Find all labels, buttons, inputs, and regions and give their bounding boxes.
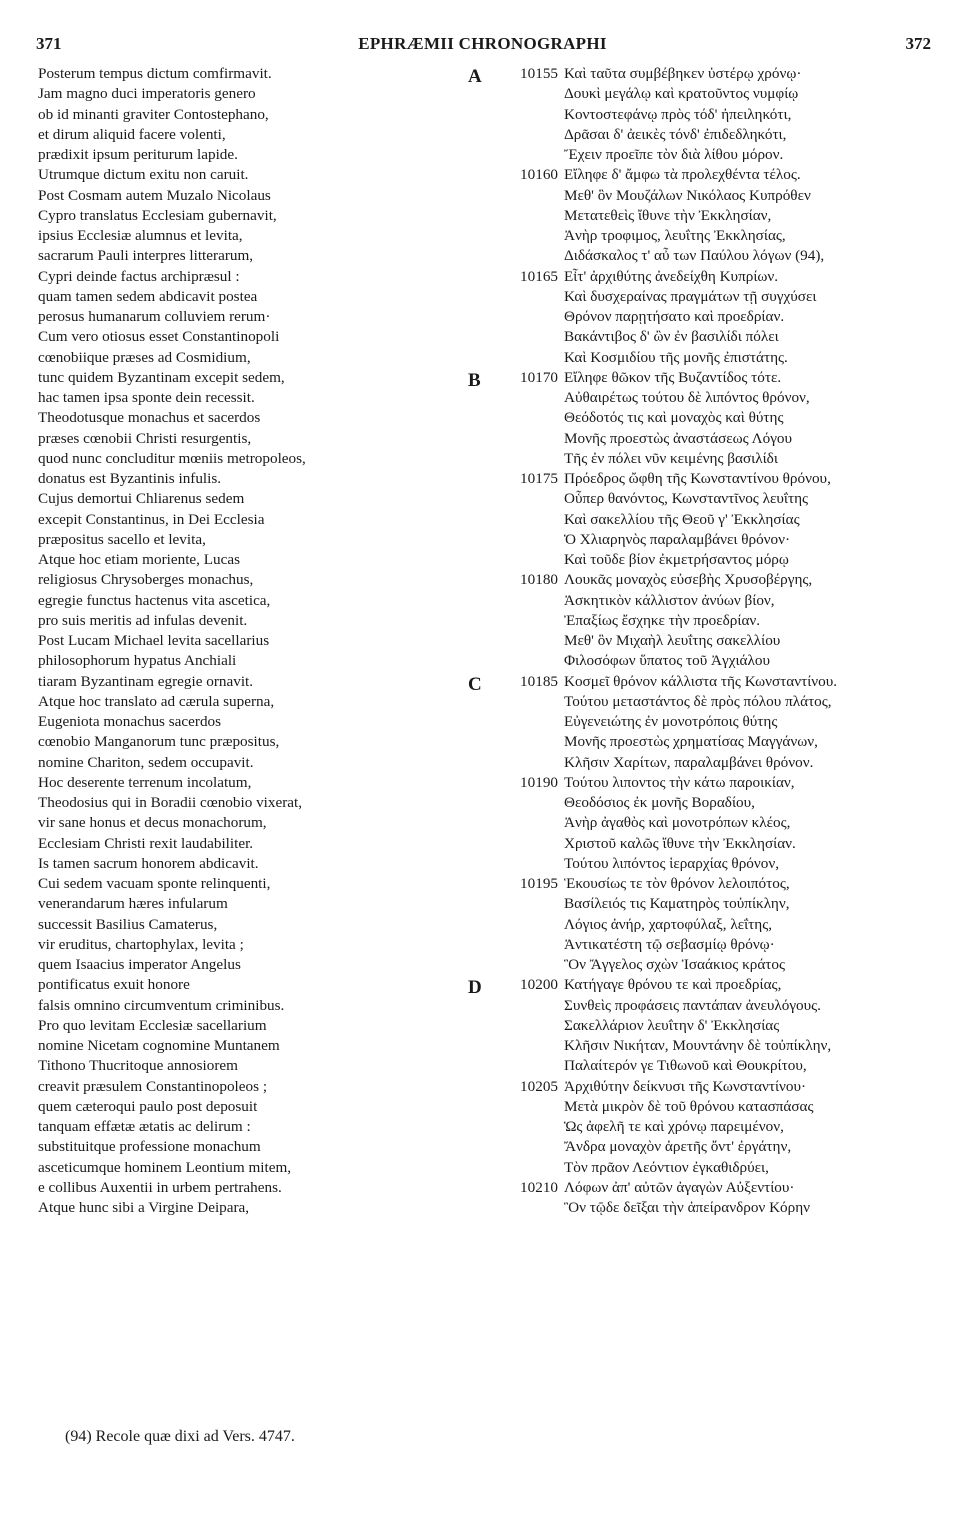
greek-line	[488, 1016, 928, 1036]
greek-text: Πρόεδρος ὤφθη τῆς Κωνσταντίνου θρόνου,	[564, 470, 831, 487]
greek-line	[488, 1097, 928, 1117]
greek-line	[488, 935, 928, 955]
greek-text: Χριστοῦ καλῶς ἴθυνε τὴν Ἐκκλησίαν.	[564, 834, 796, 852]
latin-line: successit Basilius Camaterus,	[38, 915, 218, 933]
latin-line: donatus est Byzantinis infulis.	[38, 470, 222, 487]
latin-line: pontificatus exuit honore	[38, 976, 190, 994]
section-marker: D	[468, 977, 482, 999]
latin-line: Hoc deserente terrenum incolatum,	[38, 773, 252, 791]
greek-line	[488, 793, 928, 813]
latin-line: nomine Chariton, sedem occupavit.	[38, 753, 254, 771]
greek-line	[488, 915, 928, 935]
latin-line: Tithono Thucritoque annosiorem	[38, 1057, 238, 1075]
greek-line	[488, 732, 928, 752]
greek-line	[488, 611, 928, 631]
greek-text: Εἴληφε δ' ἄμφω τὰ προλεχθέντα τέλος.	[564, 166, 801, 184]
latin-line: Post Cosmam autem Muzalo Nicolaus	[38, 186, 271, 204]
greek-line	[488, 834, 928, 854]
greek-text: Διδάσκαλος τ' αὖ των Παύλου λόγων (94),	[564, 247, 825, 265]
latin-line: Cypro translatus Ecclesiam gubernavit,	[38, 206, 277, 224]
latin-line: tanquam effætæ ætatis ac delirum :	[38, 1118, 251, 1135]
latin-line: Atque hoc translato ad cærula superna,	[38, 692, 275, 710]
latin-line: Is tamen sacrum honorem abdicavit.	[38, 854, 259, 872]
greek-line	[468, 975, 928, 999]
greek-line	[488, 510, 928, 530]
greek-line	[488, 854, 928, 874]
greek-line	[488, 246, 928, 266]
latin-line: Cypri deinde factus archipræsul :	[38, 267, 240, 285]
latin-line: vir eruditus, chartophylax, levita ;	[38, 935, 244, 953]
greek-line	[468, 672, 928, 695]
greek-text: Ὁ Χλιαρηνὸς παραλαμβάνει θρόνον·	[564, 530, 791, 548]
greek-line	[488, 570, 928, 590]
greek-text: Βακάντιβος δ' ὢν ἐν βασιλίδι πόλει	[564, 328, 779, 346]
greek-text: Λόγιος ἀνήρ, χαρτοφύλαξ, λεΐτης,	[564, 915, 773, 933]
greek-text: Ἀσκητικὸν κάλλιστον ἀνύων βίον,	[564, 591, 775, 609]
greek-text: Καὶ ταῦτα συμβέβηκεν ὑστέρῳ χρόνῳ·	[564, 65, 802, 82]
greek-text: Καὶ σακελλίου τῆς Θεοῦ γ' Ἐκκλησίας	[564, 510, 800, 528]
greek-line	[488, 1178, 928, 1198]
latin-line: falsis omnino circumventum criminibus.	[38, 996, 285, 1014]
latin-line: quod nunc concluditur mœniis metropoleos,	[38, 449, 306, 467]
latin-line: venerandarum hæres infularum	[38, 895, 228, 913]
latin-line: Cujus demortui Chliarenus sedem	[38, 490, 245, 508]
greek-text: Οὗπερ θανόντος, Κωνσταντῖνος λευΐτης	[564, 490, 809, 508]
greek-text: Μεθ' ὃν Μουζάλων Νικόλαος Κυπρόθεν	[564, 186, 811, 204]
latin-line: præses cœnobii Christi resurgentis,	[38, 429, 252, 447]
greek-line	[488, 125, 928, 145]
greek-line	[488, 651, 928, 671]
greek-text: Ἐπαξίως ἔσχηκε τὴν προεδρίαν.	[564, 611, 761, 629]
verse-number: 10185	[520, 672, 558, 690]
latin-line: vir sane honus et decus monachorum,	[38, 814, 267, 832]
greek-text: Ἀρχιθύτην δείκνυσι τῆς Κωνσταντίνου·	[564, 1077, 807, 1095]
latin-line: philosophorum hypatus Anchiali	[38, 652, 237, 670]
greek-text: Μεθ' ὃν Μιχαὴλ λευΐτης σακελλίου	[564, 632, 781, 649]
greek-text: Καὶ τοῦδε βίον ἐκμετρήσαντος μόρῳ	[564, 551, 789, 568]
greek-line	[488, 712, 928, 732]
greek-line	[488, 753, 928, 773]
greek-text: Ἔχειν προεῖπε τὸν διὰ λίθου μόρον.	[564, 146, 784, 163]
latin-line: Cui sedem vacuam sponte relinquenti,	[38, 875, 271, 892]
latin-line: sacrarum Pauli interpres litterarum,	[38, 247, 254, 265]
running-title: EPHRÆMII CHRONOGRAPHI	[358, 34, 607, 53]
greek-text: Θρόνον παρῃτήσατο καὶ προεδρίαν.	[564, 308, 785, 325]
greek-text: Τούτου λιπόντος ἱεραρχίας θρόνον,	[564, 854, 780, 872]
greek-line	[488, 429, 928, 449]
greek-text: Ὃν τῷδε δεῖξαι τὴν ἀπείρανδρον Κόρην	[564, 1199, 811, 1216]
latin-line: tiaram Byzantinam egregie ornavit.	[38, 672, 254, 690]
greek-line	[488, 408, 928, 428]
greek-text: Φιλοσόφων ὕπατος τοῦ Ἀγχιάλου	[564, 652, 770, 670]
greek-text: Εὐγενειώτης ἐν μονοτρόποις θύτης	[564, 713, 778, 730]
greek-line	[488, 489, 928, 509]
latin-column	[38, 64, 458, 1218]
greek-text: Ἀντικατέστη τῷ σεβασμίῳ θρόνῳ·	[564, 935, 775, 953]
greek-line	[488, 145, 928, 165]
latin-line: nomine Nicetam cognomine Muntanem	[38, 1037, 280, 1054]
latin-line: egregie functus hactenus vita ascetica,	[38, 591, 271, 609]
verse-number: 10155	[520, 65, 558, 82]
page-number-left: 371	[36, 34, 62, 53]
greek-line	[488, 874, 928, 894]
greek-text: Τὸν πρᾶον Λεόντιον ἐγκαθιδρύει,	[564, 1158, 769, 1176]
greek-line	[488, 692, 928, 712]
verse-number: 10190	[520, 773, 558, 791]
latin-line: Atque hoc etiam moriente, Lucas	[38, 551, 241, 568]
greek-text: Κοσμεῖ θρόνον κάλλιστα τῆς Κωνσταντίνου.	[564, 672, 838, 690]
latin-line: quem cæteroqui paulo post deposuit	[38, 1097, 258, 1115]
greek-text: Ἄνδρα μοναχὸν ἀρετῆς ὄντ' ἐργάτην,	[564, 1138, 792, 1156]
greek-text: Εἶτ' ἀρχιθύτης ἀνεδείχθη Κυπρίων.	[564, 267, 779, 285]
greek-line	[488, 206, 928, 226]
greek-text: Συνθεὶς προφάσεις παντάπαν ἀνευλόγους.	[564, 996, 821, 1014]
latin-line: præpositus sacello et levita,	[38, 530, 206, 548]
latin-line: Atque hunc sibi a Virgine Deipara,	[38, 1199, 250, 1216]
greek-text: Δρᾶσαι δ' ἀεικὲς τόνδ' ἐπιδεδληκότι,	[564, 125, 787, 143]
latin-line: excepit Constantinus, in Dei Ecclesia	[38, 510, 265, 528]
greek-line	[488, 348, 928, 368]
latin-line: asceticumque hominem Leontium mitem,	[38, 1158, 292, 1176]
greek-line	[468, 64, 928, 87]
greek-text: Λουκᾶς μοναχὸς εὐσεβὴς Χρυσοβέργης,	[564, 571, 813, 589]
greek-text: Κλῆσιν Χαρίτων, παραλαμβάνει θρόνον.	[564, 753, 814, 771]
latin-line: cœnobiique præses ad Cosmidium,	[38, 348, 251, 366]
verse-number: 10160	[520, 166, 558, 184]
latin-line: ipsius Ecclesiæ alumnus et levita,	[38, 227, 243, 244]
greek-text: Ὡς ἀφελῆ τε καὶ χρόνῳ παρειμένον,	[564, 1118, 784, 1135]
greek-line	[488, 996, 928, 1016]
greek-line	[488, 84, 928, 104]
greek-text: Σακελλάριον λευΐτην δ' Ἐκκλησίας	[564, 1016, 780, 1034]
latin-line: substituitque professione monachum	[38, 1138, 261, 1156]
latin-line: Jam magno duci imperatoris genero	[38, 85, 256, 103]
greek-line	[488, 1056, 928, 1076]
latin-line: quem Isaacius imperator Angelus	[38, 956, 241, 973]
verse-number: 10170	[520, 368, 558, 386]
greek-line	[488, 165, 928, 185]
greek-text: Λόφων ἀπ' αὐτῶν ἀγαγὼν Αὐξεντίου·	[564, 1178, 795, 1196]
latin-line: hac tamen ipsa sponte dein recessit.	[38, 389, 255, 406]
greek-line	[488, 1137, 928, 1157]
greek-line	[488, 955, 928, 975]
greek-text: Μονῆς προεστὼς χρηματίσας Μαγγάνων,	[564, 733, 818, 751]
greek-line	[488, 1117, 928, 1137]
verse-number: 10205	[520, 1077, 558, 1095]
greek-line	[488, 1198, 928, 1218]
latin-line: cœnobio Manganorum tunc præpositus,	[38, 733, 280, 751]
latin-line: e collibus Auxentii in urbem pertrahens.	[38, 1178, 282, 1196]
latin-line: Cum vero otiosus esset Constantinopoli	[38, 328, 280, 346]
greek-text: Εἴληφε θῶκον τῆς Βυζαντίδος τότε.	[564, 368, 782, 386]
greek-line	[488, 449, 928, 469]
verse-number: 10165	[520, 267, 558, 285]
section-marker: A	[468, 66, 482, 87]
greek-line	[488, 388, 928, 408]
greek-text: Ἑκουσίως τε τὸν θρόνον λελοιπότος,	[564, 875, 790, 892]
greek-line	[488, 894, 928, 914]
greek-line	[488, 813, 928, 833]
greek-line	[488, 469, 928, 489]
latin-line: Theodosius qui in Boradii cœnobio vixerat,	[38, 794, 303, 811]
latin-line: perosus humanarum colluviem rerum·	[38, 308, 271, 325]
greek-text: Μονῆς προεστὼς ἀναστάσεως Λόγου	[564, 429, 793, 447]
latin-line: Ecclesiam Christi rexit laudabiliter.	[38, 834, 254, 852]
page-number-right: 372	[905, 34, 931, 53]
greek-line	[488, 773, 928, 793]
latin-line: quam tamen sedem abdicavit postea	[38, 287, 258, 305]
greek-text: Θεόδοτός τις καὶ μοναχὸς καὶ θύτης	[564, 409, 784, 427]
latin-line: tunc quidem Byzantinam excepit sedem,	[38, 368, 285, 386]
greek-line	[468, 368, 928, 391]
latin-line: prædixit ipsum periturum lapide.	[38, 146, 238, 163]
greek-text: Βασίλειός τις Καματηρὸς τοὐπίκλην,	[564, 895, 790, 913]
section-marker: B	[468, 369, 481, 391]
verse-number: 10175	[520, 470, 558, 487]
greek-column	[468, 64, 928, 1218]
latin-line: pro suis meritis ad infulas devenit.	[38, 611, 248, 629]
latin-line: Eugeniota monachus sacerdos	[38, 713, 222, 730]
greek-text: Μετατεθεὶς ἴθυνε τὴν Ἐκκλησίαν,	[564, 206, 772, 224]
greek-line	[488, 591, 928, 611]
page-header	[0, 34, 965, 60]
latin-line: ob id minanti graviter Contostephano,	[38, 105, 269, 123]
greek-line	[488, 267, 928, 287]
latin-line: Posterum tempus dictum comfirmavit.	[38, 65, 272, 82]
latin-line: Utrumque dictum exitu non caruit.	[38, 166, 249, 184]
greek-text: Καὶ δυσχεραίνας πραγμάτων τῇ συγχύσει	[564, 287, 817, 305]
greek-text: Τούτου λιποντος τὴν κάτω παροικίαν,	[564, 773, 795, 791]
greek-text: Μετὰ μικρὸν δὲ τοῦ θρόνου κατασπάσας	[564, 1097, 814, 1115]
verse-number: 10180	[520, 571, 558, 589]
greek-line	[488, 1036, 928, 1056]
greek-text: Ἀνὴρ τροφιμος, λευΐτης Ἐκκλησίας,	[564, 227, 786, 244]
greek-text: Καὶ Κοσμιδίου τῆς μονῆς ἐπιστάτης.	[564, 348, 788, 366]
greek-line	[488, 1158, 928, 1178]
section-marker: C	[468, 673, 482, 695]
greek-line	[488, 186, 928, 206]
greek-text: Κοντοστεφάνῳ πρὸς τόδ' ἠπειληκότι,	[564, 105, 792, 123]
latin-line: Pro quo levitam Ecclesiæ sacellarium	[38, 1016, 267, 1034]
latin-line: creavit præsulem Constantinopoleos ;	[38, 1077, 268, 1095]
latin-line: religiosus Chrysoberges monachus,	[38, 571, 254, 589]
greek-line	[488, 550, 928, 570]
greek-line	[488, 307, 928, 327]
greek-text: Ὃν Ἄγγελος σχὼν Ἰσαάκιος κράτος	[564, 956, 785, 973]
greek-line	[488, 1077, 928, 1097]
greek-text: Αὐθαιρέτως τούτου δὲ λιπόντος θρόνον,	[564, 389, 810, 406]
greek-line	[488, 631, 928, 651]
greek-text: Τῆς ἐν πόλει νῦν κειμένης βασιλίδι	[564, 449, 778, 467]
greek-line	[488, 226, 928, 246]
verse-number: 10195	[520, 875, 558, 892]
greek-text: Παλαίτερόν γε Τιθωνοῦ καὶ Θουκρίτου,	[564, 1057, 807, 1075]
footnote: (94) Recole quæ dixi ad Vers. 4747.	[65, 1428, 295, 1445]
greek-line	[488, 287, 928, 307]
greek-text: Κατήγαγε θρόνου τε καὶ προεδρίας,	[564, 976, 782, 994]
verse-number: 10210	[520, 1178, 558, 1196]
greek-line	[488, 530, 928, 550]
greek-text: Τούτου μεταστάντος δὲ πρὸς πόλου πλάτος,	[564, 692, 832, 710]
greek-text: Κλῆσιν Νικήταν, Μουντάνην δὲ τοὐπίκλην,	[564, 1037, 832, 1054]
verse-number: 10200	[520, 976, 558, 994]
latin-line: Theodotusque monachus et sacerdos	[38, 409, 261, 427]
greek-text: Θεοδόσιος ἐκ μονῆς Βοραδίου,	[564, 794, 755, 811]
latin-line: Post Lucam Michael levita sacellarius	[38, 632, 270, 649]
greek-text: Ἀνὴρ ἀγαθὸς καὶ μονοτρόπων κλέος,	[564, 814, 791, 832]
latin-line: et dirum aliquid facere volenti,	[38, 125, 226, 143]
greek-line	[488, 105, 928, 125]
greek-line	[488, 327, 928, 347]
greek-text: Δουκὶ μεγάλῳ καὶ κρατοῦντος νυμφίῳ	[564, 85, 799, 103]
